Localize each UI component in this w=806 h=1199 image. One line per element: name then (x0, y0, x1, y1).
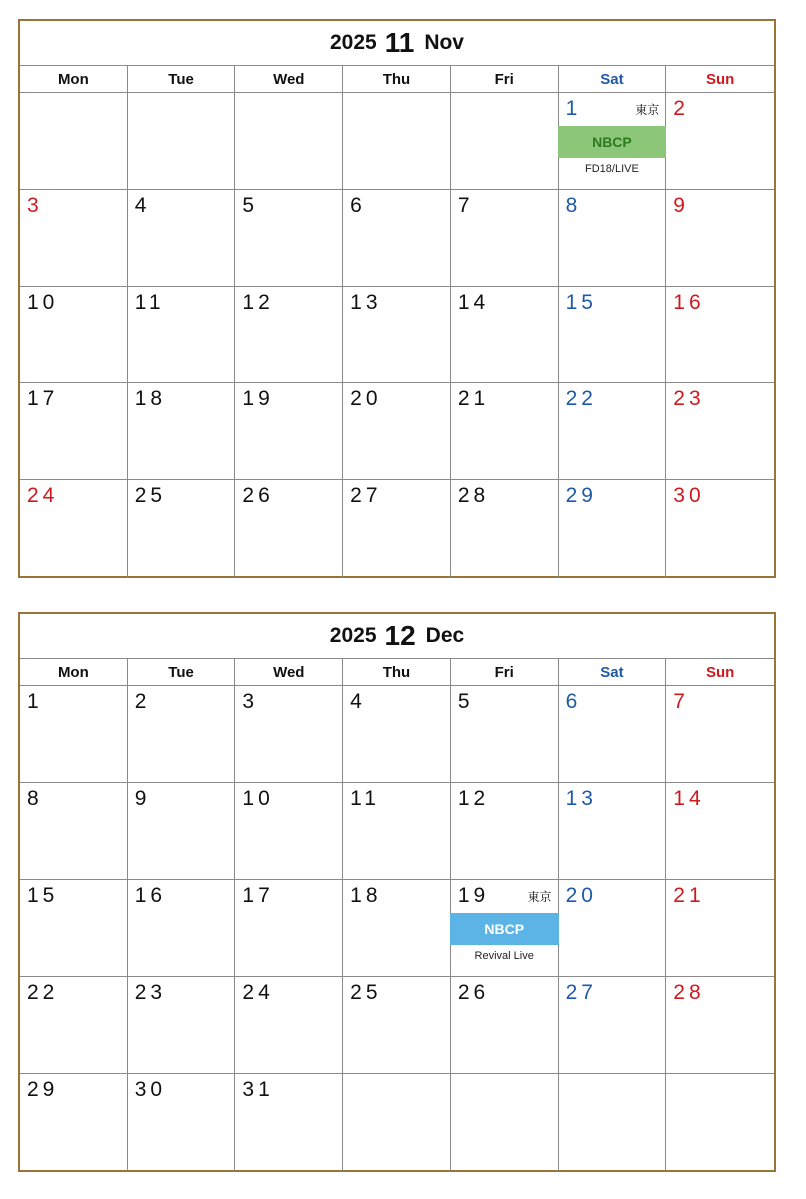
day-number: 5 (242, 193, 259, 217)
day-cell[interactable] (235, 880, 343, 977)
day-cell[interactable] (559, 686, 667, 783)
day-cell[interactable] (451, 480, 559, 577)
title-year: 2025 (329, 624, 377, 647)
day-number: 26 (242, 484, 274, 508)
day-number: 2 (673, 97, 689, 120)
weekday-thu: Thu (343, 66, 451, 92)
day-cell[interactable] (343, 783, 451, 880)
day-number: 22 (27, 981, 59, 1004)
day-cell[interactable] (20, 287, 128, 384)
day-cell[interactable] (451, 383, 559, 480)
empty-day-cell (235, 93, 343, 190)
day-number: 20 (565, 884, 597, 907)
day-cell[interactable] (666, 686, 774, 783)
title-month-abbr: Dec (425, 624, 465, 647)
calendar-title (20, 614, 774, 659)
day-cell[interactable] (128, 480, 236, 577)
day-grid (20, 93, 774, 577)
day-number: 18 (134, 387, 167, 411)
calendar-november (18, 19, 776, 578)
event-bar[interactable]: NBCP (450, 913, 559, 945)
day-number: 22 (565, 387, 597, 411)
day-number: 10 (27, 290, 59, 314)
day-cell[interactable] (451, 686, 559, 783)
day-cell[interactable] (128, 977, 236, 1074)
day-number: 25 (350, 981, 382, 1004)
day-number: 15 (27, 884, 59, 907)
day-cell[interactable] (666, 93, 774, 190)
event-location: 東京 (527, 890, 552, 904)
day-number: 25 (134, 484, 167, 508)
weekday-wed: Wed (235, 66, 343, 92)
day-cell[interactable] (666, 287, 774, 384)
day-cell[interactable] (666, 383, 774, 480)
day-number: 12 (457, 787, 490, 810)
day-number: 23 (673, 387, 705, 411)
weekday-sat: Sat (559, 66, 667, 92)
weekday-header (20, 66, 774, 93)
title-year: 2025 (329, 31, 377, 54)
calendar-title (20, 21, 774, 66)
day-number: 29 (27, 1078, 59, 1101)
day-number: 10 (242, 787, 274, 810)
day-number: 2 (134, 690, 151, 713)
weekday-header (20, 659, 774, 686)
day-cell[interactable] (128, 783, 236, 880)
day-number: 23 (134, 981, 167, 1004)
day-number: 29 (565, 484, 597, 508)
calendar-december (18, 612, 776, 1172)
day-number: 17 (242, 884, 274, 907)
day-cell[interactable] (128, 383, 236, 480)
event-subtitle: Revival Live (474, 950, 534, 962)
event-subtitle: FD18/LIVE (585, 163, 639, 175)
day-cell[interactable] (559, 480, 667, 577)
weekday-wed: Wed (235, 659, 343, 685)
day-number: 27 (350, 484, 382, 508)
day-cell[interactable] (666, 880, 774, 977)
day-number: 30 (673, 484, 705, 508)
empty-day-cell (451, 93, 559, 190)
day-cell[interactable] (559, 977, 667, 1074)
day-cell[interactable] (451, 977, 559, 1074)
day-number: 4 (134, 193, 151, 217)
title-month-number: 12 (384, 620, 416, 651)
day-number: 31 (242, 1078, 274, 1101)
empty-day-cell (343, 93, 451, 190)
day-number: 4 (350, 690, 366, 713)
day-number: 26 (457, 981, 490, 1004)
day-number: 14 (673, 787, 705, 810)
day-cell[interactable] (559, 783, 667, 880)
day-cell[interactable] (128, 686, 236, 783)
day-cell[interactable] (235, 287, 343, 384)
day-number: 8 (565, 193, 582, 217)
title-month-abbr: Nov (424, 31, 464, 54)
day-number: 19 (242, 387, 274, 411)
day-cell[interactable] (20, 686, 128, 783)
day-cell[interactable] (343, 880, 451, 977)
weekday-tue: Tue (128, 66, 236, 92)
title-month-number: 11 (384, 27, 415, 58)
weekday-sun: Sun (705, 70, 735, 88)
day-number: 3 (242, 690, 259, 713)
empty-day-cell (343, 1074, 451, 1171)
day-number: 11 (350, 787, 380, 810)
day-cell[interactable] (343, 480, 451, 577)
empty-day-cell (559, 1074, 667, 1171)
day-grid (20, 686, 774, 1171)
day-number: 28 (673, 981, 705, 1004)
day-cell[interactable] (343, 190, 451, 287)
day-number: 16 (134, 884, 167, 907)
day-number: 1 (565, 97, 582, 120)
day-number: 14 (457, 290, 490, 314)
day-number: 5 (457, 690, 474, 713)
day-number: 16 (673, 290, 705, 314)
day-number: 30 (134, 1078, 167, 1101)
day-cell[interactable] (20, 480, 128, 577)
day-cell[interactable] (128, 1074, 236, 1171)
event-location: 東京 (635, 103, 660, 117)
day-number: 20 (350, 387, 382, 411)
day-cell[interactable] (451, 783, 559, 880)
day-number: 3 (27, 193, 43, 217)
day-cell[interactable] (235, 1074, 343, 1171)
day-number: 11 (134, 290, 165, 314)
day-cell[interactable] (559, 93, 667, 190)
weekday-tue: Tue (128, 659, 236, 685)
day-cell[interactable] (235, 977, 343, 1074)
day-number: 24 (27, 484, 59, 508)
day-cell[interactable] (666, 977, 774, 1074)
day-cell[interactable] (451, 287, 559, 384)
day-number: 9 (134, 787, 151, 810)
day-cell[interactable] (128, 287, 236, 384)
day-cell[interactable] (666, 480, 774, 577)
weekday-sat: Sat (559, 659, 667, 685)
day-cell[interactable] (343, 977, 451, 1074)
weekday-mon: Mon (20, 66, 128, 92)
day-cell[interactable] (235, 686, 343, 783)
day-cell[interactable] (559, 190, 667, 287)
day-cell[interactable] (20, 383, 128, 480)
day-number: 15 (565, 290, 597, 314)
day-cell[interactable] (235, 480, 343, 577)
day-cell[interactable] (559, 880, 667, 977)
day-cell[interactable] (235, 783, 343, 880)
day-cell[interactable] (666, 190, 774, 287)
day-number: 12 (242, 290, 274, 314)
day-cell[interactable] (559, 383, 667, 480)
day-number: 7 (457, 193, 474, 217)
day-number: 13 (350, 290, 382, 314)
weekday-fri: Fri (451, 66, 559, 92)
day-cell[interactable] (343, 686, 451, 783)
day-number: 9 (673, 193, 689, 217)
day-cell[interactable] (235, 383, 343, 480)
day-number: 28 (457, 484, 490, 508)
day-cell[interactable] (559, 287, 667, 384)
day-cell[interactable] (20, 880, 128, 977)
day-number: 27 (565, 981, 597, 1004)
day-number: 24 (242, 981, 274, 1004)
day-cell[interactable] (666, 783, 774, 880)
day-number: 17 (27, 387, 59, 411)
day-cell[interactable] (20, 977, 128, 1074)
day-cell[interactable] (235, 190, 343, 287)
weekday-mon: Mon (20, 659, 128, 685)
empty-day-cell (451, 1074, 559, 1171)
day-cell[interactable] (128, 880, 236, 977)
empty-day-cell (128, 93, 236, 190)
day-number: 21 (673, 884, 705, 907)
day-cell[interactable] (451, 190, 559, 287)
empty-day-cell (666, 1074, 774, 1171)
day-cell[interactable] (343, 383, 451, 480)
day-number: 13 (565, 787, 597, 810)
day-cell[interactable] (20, 783, 128, 880)
day-cell[interactable] (343, 287, 451, 384)
day-number: 18 (350, 884, 382, 907)
day-cell[interactable] (451, 880, 559, 977)
weekday-sun: Sun (705, 663, 735, 681)
day-number: 21 (457, 387, 490, 411)
day-number: 19 (457, 884, 490, 907)
day-number: 6 (565, 690, 582, 713)
day-number: 8 (27, 787, 43, 810)
day-cell[interactable] (128, 190, 236, 287)
day-cell[interactable] (20, 190, 128, 287)
day-cell[interactable] (20, 1074, 128, 1171)
weekday-fri: Fri (451, 659, 559, 685)
event-bar[interactable]: NBCP (558, 126, 667, 158)
weekday-thu: Thu (343, 659, 451, 685)
day-number: 1 (27, 690, 43, 713)
day-number: 7 (673, 690, 689, 713)
day-number: 6 (350, 193, 366, 217)
empty-day-cell (20, 93, 128, 190)
